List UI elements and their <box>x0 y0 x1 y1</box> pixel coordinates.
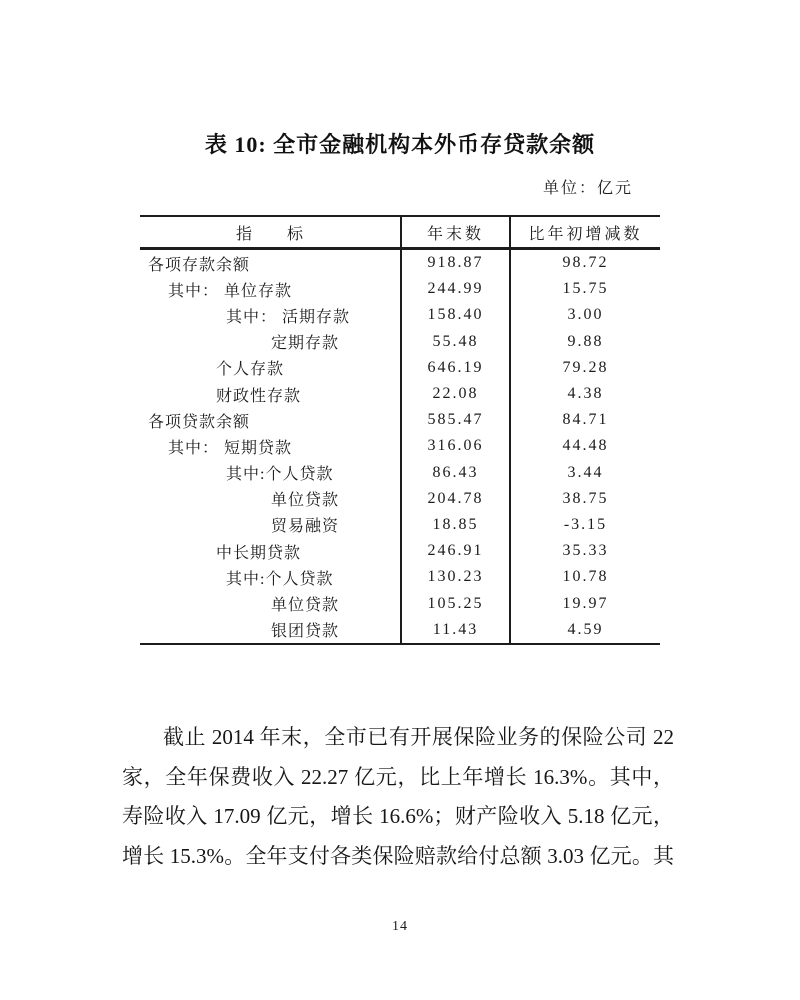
row-year-end: 18.85 <box>400 512 509 538</box>
paragraph-line-3: 寿险收入 17.09 亿元，增长 16.6%；财产险收入 5.18 亿元， <box>122 804 674 828</box>
row-year-end: 646.19 <box>400 355 509 381</box>
header-change: 比年初增减数 <box>509 217 660 247</box>
row-year-end: 244.99 <box>400 276 509 302</box>
row-indicator: 单位贷款 <box>271 597 340 615</box>
row-indicator: 其中： 单位存款 <box>168 282 293 300</box>
row-change: 3.00 <box>509 302 660 328</box>
paragraph-line-2: 家，全年保费收入 22.27 亿元，比上年增长 16.3%。其中， <box>122 764 674 789</box>
unit-label: 单位：亿元 <box>542 180 633 197</box>
row-year-end: 86.43 <box>400 460 509 486</box>
row-change: 3.44 <box>509 460 660 486</box>
table-row <box>140 407 660 433</box>
row-change: 38.75 <box>509 486 660 512</box>
table-row <box>140 433 660 459</box>
row-year-end: 105.25 <box>400 590 509 616</box>
page-number: 14 <box>392 919 408 934</box>
table-header-row <box>140 217 660 250</box>
row-change: 98.72 <box>509 250 660 276</box>
row-indicator: 贸易融资 <box>271 518 340 536</box>
table-row <box>140 617 660 643</box>
row-year-end: 316.06 <box>400 433 509 459</box>
row-indicator: 中长期贷款 <box>216 544 302 562</box>
row-indicator: 定期存款 <box>271 335 340 353</box>
deposit-loan-table <box>140 215 660 645</box>
row-indicator: 其中： 短期贷款 <box>168 439 293 457</box>
row-year-end: 130.23 <box>400 564 509 590</box>
row-indicator: 其中： 活期存款 <box>226 308 351 326</box>
header-indicator: 指 标 <box>235 225 304 243</box>
table-row <box>140 381 660 407</box>
row-change: -3.15 <box>509 512 660 538</box>
row-year-end: 22.08 <box>400 381 509 407</box>
row-change: 15.75 <box>509 276 660 302</box>
insurance-paragraph <box>122 718 674 876</box>
row-change: 35.33 <box>509 538 660 564</box>
paragraph-line-4: 增长 15.3%。全年支付各类保险赔款给付总额 3.03 亿元。其 <box>122 843 674 868</box>
table-row <box>140 329 660 355</box>
table-row <box>140 564 660 590</box>
row-change: 79.28 <box>509 355 660 381</box>
table-row <box>140 302 660 328</box>
row-change: 10.78 <box>509 564 660 590</box>
row-year-end: 246.91 <box>400 538 509 564</box>
row-indicator: 各项贷款余额 <box>148 413 251 431</box>
row-indicator: 其中:个人贷款 <box>226 570 334 588</box>
table-row <box>140 590 660 616</box>
table-row <box>140 250 660 276</box>
row-change: 19.97 <box>509 590 660 616</box>
table-row <box>140 538 660 564</box>
row-year-end: 11.43 <box>400 617 509 643</box>
table-title: 表 10: 全市金融机构本外币存贷款余额 <box>204 132 596 157</box>
row-change: 9.88 <box>509 329 660 355</box>
row-change: 4.59 <box>509 617 660 643</box>
table-row <box>140 512 660 538</box>
table-row <box>140 276 660 302</box>
paragraph-line-1: 截止 2014 年末，全市已有开展保险业务的保险公司 22 <box>163 725 674 749</box>
table-row <box>140 355 660 381</box>
row-year-end: 158.40 <box>400 302 509 328</box>
row-indicator: 单位贷款 <box>271 492 340 510</box>
table-row <box>140 486 660 512</box>
row-indicator: 财政性存款 <box>216 387 302 405</box>
row-change: 84.71 <box>509 407 660 433</box>
row-indicator: 各项存款余额 <box>148 256 251 274</box>
header-year-end: 年末数 <box>400 217 509 247</box>
table-row <box>140 460 660 486</box>
row-indicator: 其中:个人贷款 <box>226 466 334 484</box>
row-year-end: 55.48 <box>400 329 509 355</box>
row-indicator: 银团贷款 <box>271 623 340 641</box>
row-year-end: 204.78 <box>400 486 509 512</box>
row-change: 44.48 <box>509 433 660 459</box>
row-year-end: 918.87 <box>400 250 509 276</box>
row-change: 4.38 <box>509 381 660 407</box>
table-body <box>140 250 660 643</box>
row-indicator: 个人存款 <box>216 361 285 379</box>
row-year-end: 585.47 <box>400 407 509 433</box>
